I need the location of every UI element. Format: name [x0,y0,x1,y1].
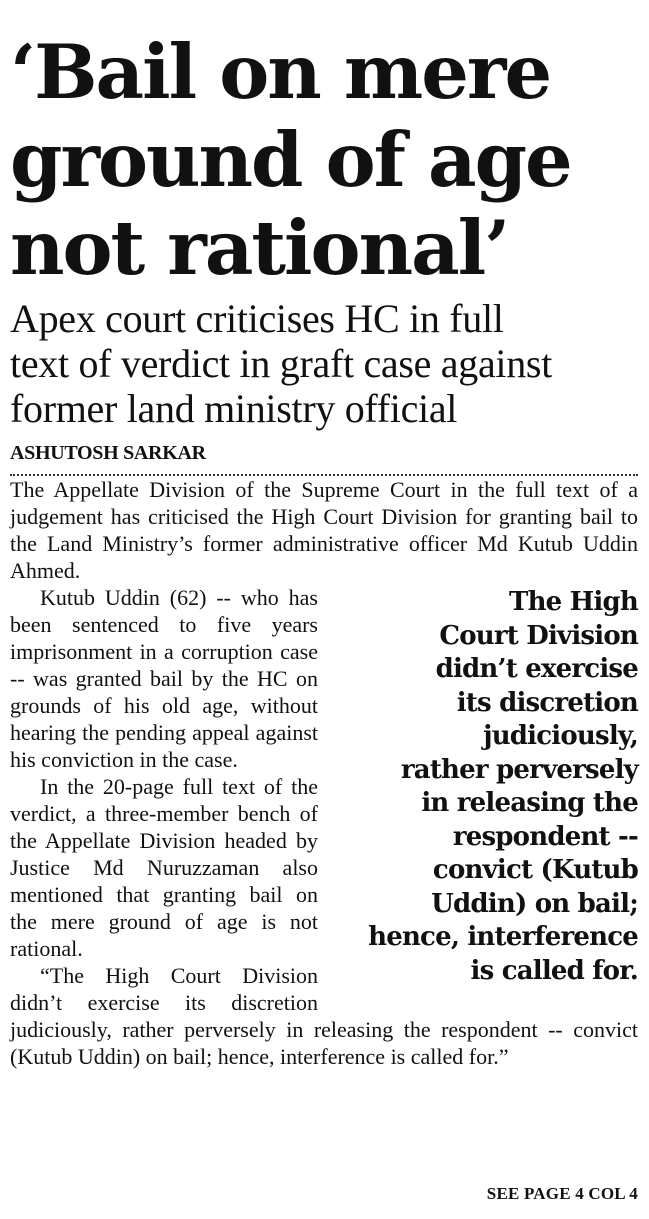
pull-quote-line: judiciously, [483,721,638,751]
wrapped-columns [10,584,638,1070]
pull-quote-line: Court Division [439,620,638,651]
pull-quote-line: The High [509,587,638,617]
subheadline-line: former land ministry official [10,386,458,431]
pull-quote-line: didn’t exercise [435,654,638,684]
body-paragraph: Kutub Uddin (62) -- who has been sentenced to five years imprisonment in a corruption case -- was granted bail by the HC on grounds of his old age, without hearing the pending appeal against his conviction in the case. [10,585,318,772]
pull-quote-line: rather perversely [400,754,638,785]
body-paragraph: “The High Court Division didn’t exercise its discretion judiciously, rather perversely in releasing the respondent -- convict (Kutub Uddin) on bail; hence, interference is called for.” [10,963,638,1069]
article-body [10,476,638,1070]
pull-quote-line: its discretion [456,687,638,718]
pull-quote-line: respondent -- [452,821,638,852]
subheadline-line: Apex court criticises HC in full [10,296,504,341]
continued-on-page-note: SEE PAGE 4 COL 4 [486,1184,638,1203]
lede-paragraph: The Appellate Division of the Supreme Court in the full text of a judgement has criticised the High Court Division for granting bail to the Land Ministry’s former administrative officer Md Kutub Uddin Ahmed. [10,477,638,583]
pull-quote-line: hence, interference [368,922,638,952]
pull-quote [338,586,638,988]
headline-line: not rational’ [10,204,509,292]
headline [10,0,638,292]
subheadline-line: text of verdict in graft case against [10,341,553,386]
subheadline [10,296,638,431]
headline-line: ‘Bail on mere [10,28,551,116]
body-paragraph: In the 20-page full text of the verdict, a three-member bench of the Appellate Division headed by Justice Md Nuruzzaman also mentioned that granting bail on the mere ground of age is not rational. [10,774,318,961]
pull-quote-line: Uddin) on bail; [431,888,638,919]
byline: ASHUTOSH SARKAR [10,442,206,464]
pull-quote-line: in releasing the [421,788,638,818]
headline-line: ground of age [10,116,571,204]
pull-quote-line: is called for. [470,955,638,986]
pull-quote-line: convict (Kutub [432,855,638,885]
article [10,0,638,1070]
